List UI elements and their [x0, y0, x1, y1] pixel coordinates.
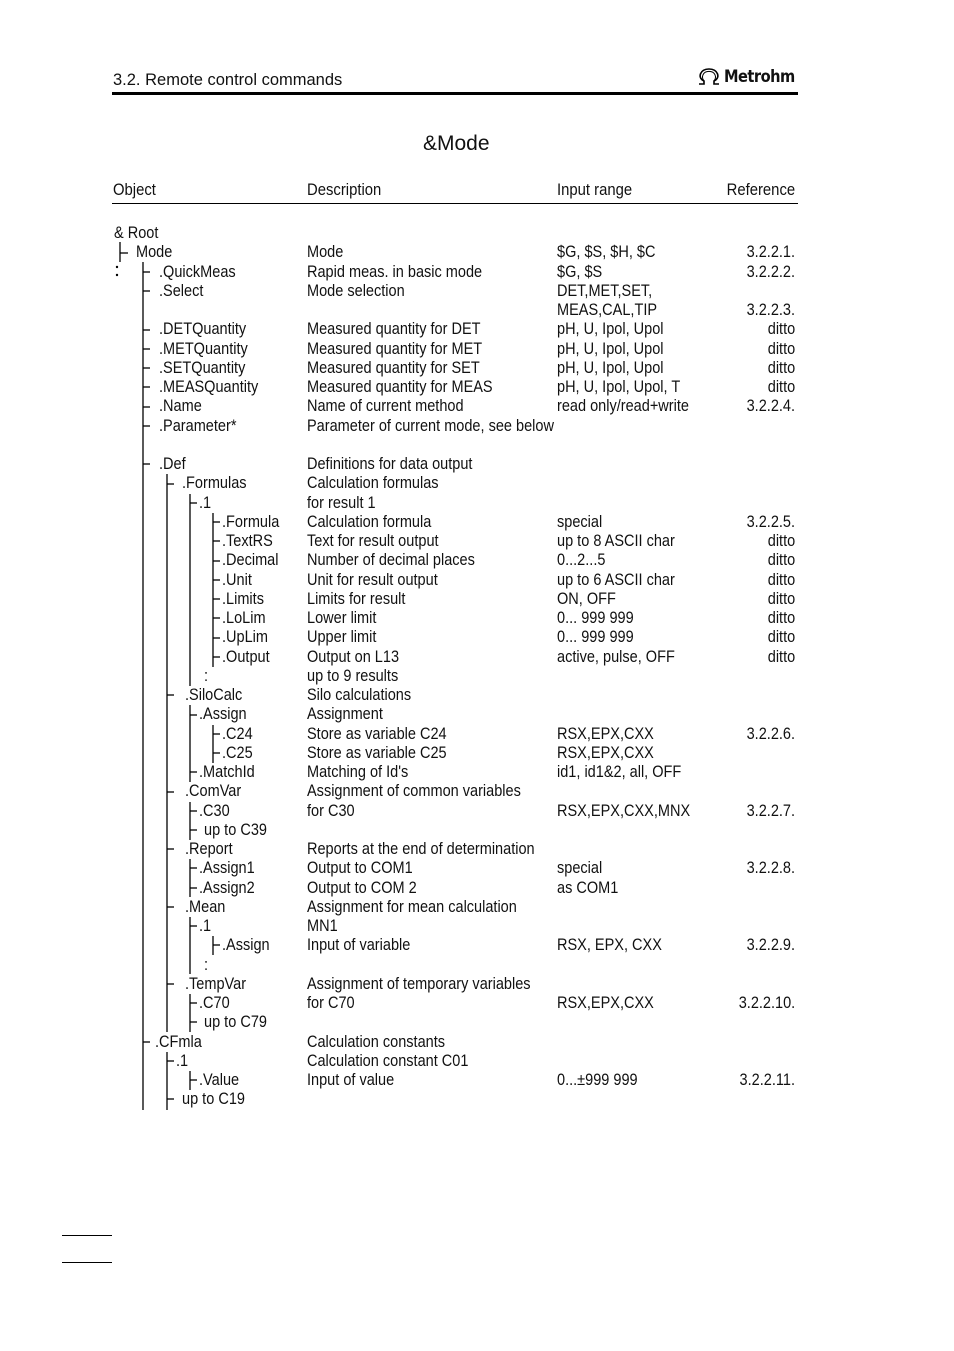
section-title: 3.2. Remote control commands: [113, 71, 343, 89]
object-cell: .DETQuantity: [159, 320, 247, 338]
description-cell: Store as variable C25: [307, 744, 447, 762]
input-range-cell: as COM1: [557, 879, 619, 897]
description-cell: Assignment of common variables: [307, 782, 521, 800]
object-cell: .TextRS: [222, 532, 273, 550]
reference-cell: ditto: [767, 648, 795, 666]
reference-cell: 3.2.2.4.: [746, 397, 795, 415]
object-cell: .LoLim: [222, 609, 266, 627]
description-cell: Upper limit: [307, 628, 377, 646]
reference-cell: 3.2.2.8.: [746, 859, 795, 877]
description-cell: Definitions for data output: [307, 455, 473, 473]
input-range-cell: special: [557, 513, 603, 531]
reference-cell: ditto: [767, 551, 795, 569]
description-cell: for result 1: [307, 494, 376, 512]
reference-cell: 3.2.2.11.: [739, 1071, 795, 1089]
object-cell: .Output: [222, 648, 270, 666]
object-cell: .Assign: [199, 705, 247, 723]
input-range-cell: RSX,EPX,CXX,MNX: [557, 802, 691, 820]
object-cell: .1: [176, 1052, 189, 1070]
description-cell: Number of decimal places: [307, 551, 475, 569]
object-cell: .Formula: [222, 513, 280, 531]
object-cell: .UpLim: [222, 628, 268, 646]
input-range-cell: id1, id1&2, all, OFF: [557, 763, 682, 781]
input-range-cell: 0... 999 999: [557, 628, 634, 646]
column-header-input-range: Input range: [557, 181, 633, 199]
object-cell: .Value: [199, 1071, 240, 1089]
description-cell: Measured quantity for DET: [307, 320, 481, 338]
reference-cell: ditto: [767, 359, 795, 377]
object-cell: .SiloCalc: [185, 686, 243, 704]
input-range-cell: pH, U, Ipol, Upol: [557, 320, 664, 338]
reference-cell: 3.2.2.7.: [746, 802, 795, 820]
reference-cell: 3.2.2.5.: [746, 513, 795, 531]
object-cell: up to C39: [204, 821, 267, 839]
footer-rule-1: [62, 1235, 112, 1236]
reference-cell: ditto: [767, 590, 795, 608]
input-range-cell: MEAS,CAL,TIP: [557, 301, 658, 319]
input-range-cell: up to 8 ASCII char: [557, 532, 675, 550]
description-cell: Calculation constants: [307, 1033, 446, 1051]
description-cell: Rapid meas. in basic mode: [307, 263, 483, 281]
column-header-description: Description: [307, 181, 382, 199]
description-cell: Mode selection: [307, 282, 405, 300]
description-cell: Parameter of current mode, see below: [307, 417, 554, 435]
input-range-cell: RSX, EPX, CXX: [557, 936, 662, 954]
object-cell: .Unit: [222, 571, 252, 589]
object-cell: .C30: [199, 802, 230, 820]
reference-cell: 3.2.2.3.: [746, 301, 795, 319]
reference-cell: ditto: [767, 609, 795, 627]
description-cell: Lower limit: [307, 609, 377, 627]
object-cell: .C24: [222, 725, 253, 743]
input-range-cell: $G, $S, $H, $C: [557, 243, 656, 261]
object-cell: .1: [199, 917, 212, 935]
description-cell: Measured quantity for MEAS: [307, 378, 493, 396]
description-cell: Assignment for mean calculation: [307, 898, 517, 916]
input-range-cell: 0...±999 999: [557, 1071, 638, 1089]
description-cell: Silo calculations: [307, 686, 412, 704]
object-cell: .QuickMeas: [159, 263, 236, 281]
description-cell: up to 9 results: [307, 667, 399, 685]
object-cell: .Report: [185, 840, 233, 858]
input-range-cell: pH, U, Ipol, Upol: [557, 340, 664, 358]
description-cell: Unit for result output: [307, 571, 438, 589]
object-cell: .Formulas: [182, 474, 247, 492]
object-cell: .Mean: [185, 898, 226, 916]
description-cell: Calculation constant C01: [307, 1052, 469, 1070]
input-range-cell: pH, U, Ipol, Upol, T: [557, 378, 681, 396]
description-cell: Input of variable: [307, 936, 411, 954]
input-range-cell: 0... 999 999: [557, 609, 634, 627]
object-cell: .ComVar: [185, 782, 242, 800]
object-cell: .METQuantity: [159, 340, 248, 358]
object-cell: .Assign: [222, 936, 270, 954]
reference-cell: 3.2.2.10.: [738, 994, 795, 1012]
description-cell: Measured quantity for MET: [307, 340, 483, 358]
object-cell: .Assign2: [199, 879, 255, 897]
input-range-cell: 0...2...5: [557, 551, 606, 569]
input-range-cell: ON, OFF: [557, 590, 616, 608]
description-cell: Output to COM1: [307, 859, 413, 877]
footer-rule-2: [62, 1262, 112, 1263]
object-cell: .Parameter*: [159, 417, 237, 435]
object-cell: .Decimal: [222, 551, 279, 569]
column-header-object: Object: [113, 181, 156, 199]
description-cell: Limits for result: [307, 590, 406, 608]
object-cell: .Name: [159, 397, 202, 415]
object-cell: .CFmla: [155, 1033, 202, 1051]
description-cell: Matching of Id's: [307, 763, 409, 781]
input-range-cell: RSX,EPX,CXX: [557, 725, 654, 743]
object-cell: :: [204, 956, 209, 974]
description-cell: Output to COM 2: [307, 879, 417, 897]
description-cell: Reports at the end of determination: [307, 840, 535, 858]
column-header-reference: Reference: [726, 181, 795, 199]
reference-cell: ditto: [767, 571, 795, 589]
object-cell: .C70: [199, 994, 230, 1012]
object-cell: .Assign1: [199, 859, 255, 877]
description-cell: Mode: [307, 243, 344, 261]
description-cell: for C30: [307, 802, 355, 820]
reference-cell: ditto: [767, 532, 795, 550]
reference-cell: 3.2.2.1.: [746, 243, 795, 261]
input-range-cell: pH, U, Ipol, Upol: [557, 359, 664, 377]
reference-cell: 3.2.2.2.: [746, 263, 795, 281]
object-cell: .Limits: [222, 590, 264, 608]
description-cell: Assignment: [307, 705, 383, 723]
description-cell: Name of current method: [307, 397, 464, 415]
input-range-cell: RSX,EPX,CXX: [557, 994, 654, 1012]
description-cell: Output on L13: [307, 648, 400, 666]
reference-cell: ditto: [767, 320, 795, 338]
object-cell: Mode: [136, 243, 173, 261]
object-cell: .C25: [222, 744, 253, 762]
reference-cell: 3.2.2.9.: [746, 936, 795, 954]
reference-cell: 3.2.2.6.: [746, 725, 795, 743]
object-cell: up to C19: [182, 1090, 245, 1108]
input-range-cell: read only/read+write: [557, 397, 689, 415]
description-cell: Input of value: [307, 1071, 395, 1089]
object-cell: .SETQuantity: [159, 359, 246, 377]
object-cell: :: [204, 667, 209, 685]
description-cell: Calculation formula: [307, 513, 432, 531]
object-cell: .TempVar: [185, 975, 247, 993]
description-cell: Assignment of temporary variables: [307, 975, 531, 993]
description-cell: Text for result output: [307, 532, 439, 550]
page-title: &Mode: [423, 132, 490, 155]
input-range-cell: DET,MET,SET,: [557, 282, 653, 300]
reference-cell: ditto: [767, 378, 795, 396]
brand-name: Metrohm: [724, 67, 795, 87]
input-range-cell: $G, $S: [557, 263, 603, 281]
input-range-cell: active, pulse, OFF: [557, 648, 675, 666]
object-cell: .Def: [159, 455, 186, 473]
description-cell: Store as variable C24: [307, 725, 447, 743]
object-cell: .MatchId: [199, 763, 255, 781]
description-cell: MN1: [307, 917, 338, 935]
object-cell: & Root: [114, 224, 159, 242]
description-cell: Calculation formulas: [307, 474, 439, 492]
object-cell: .Select: [159, 282, 204, 300]
reference-cell: ditto: [767, 628, 795, 646]
reference-cell: ditto: [767, 340, 795, 358]
object-cell: .1: [199, 494, 212, 512]
object-cell: .MEASQuantity: [159, 378, 259, 396]
input-range-cell: RSX,EPX,CXX: [557, 744, 654, 762]
input-range-cell: up to 6 ASCII char: [557, 571, 675, 589]
input-range-cell: special: [557, 859, 603, 877]
description-cell: Measured quantity for SET: [307, 359, 480, 377]
description-cell: for C70: [307, 994, 355, 1012]
object-cell: up to C79: [204, 1013, 267, 1031]
